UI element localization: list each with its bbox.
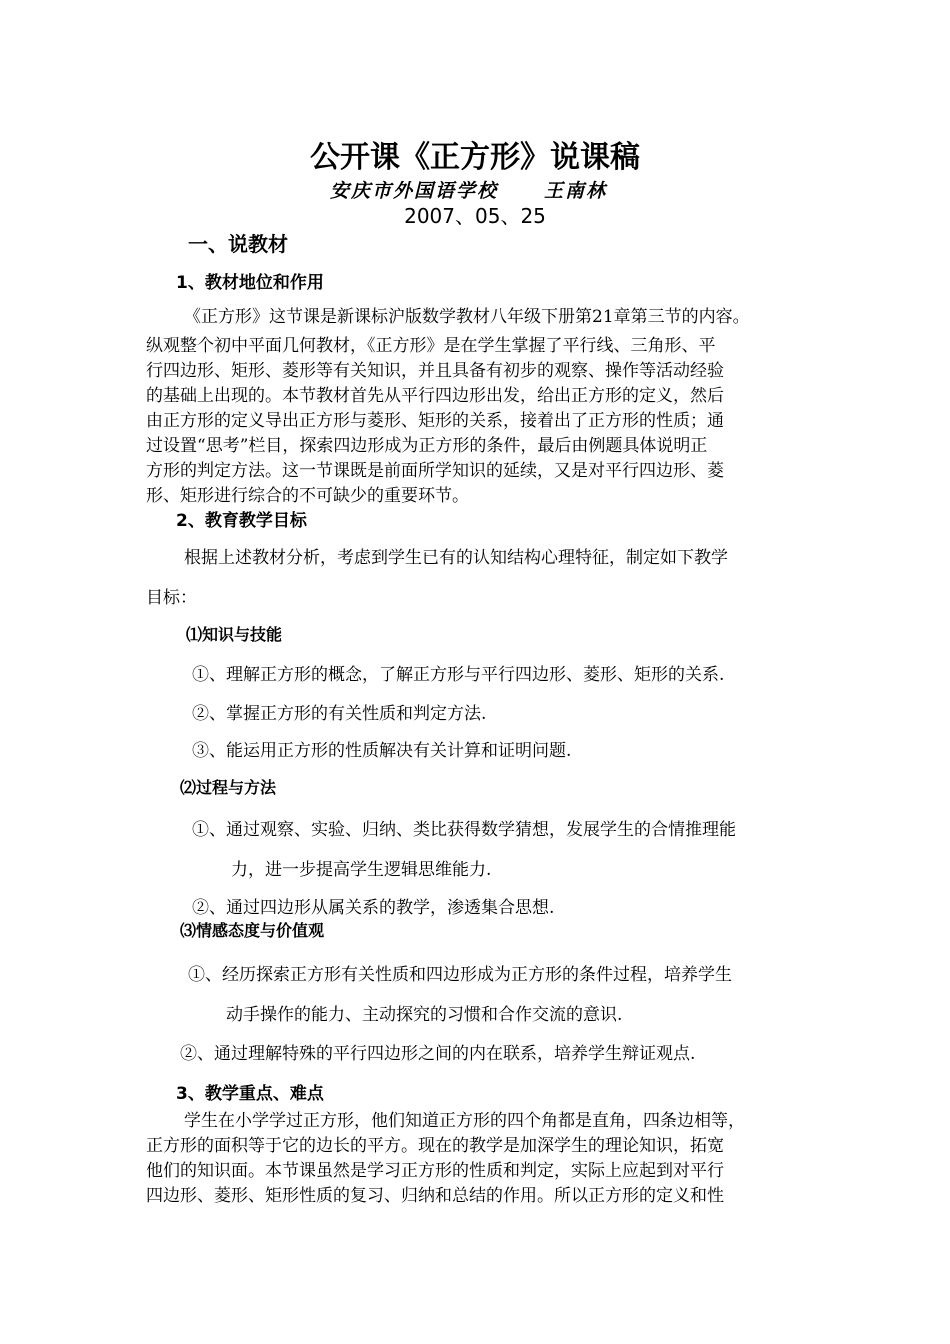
paragraph-line: 行四边形、矩形、菱形等有关知识，并且具备有初步的观察、操作等活动经验 bbox=[146, 361, 724, 381]
goal-item: ①、通过观察、实验、归纳、类比获得数学猜想，发展学生的合情推理能 bbox=[192, 820, 736, 840]
goal-heading-knowledge: ⑴知识与技能 bbox=[186, 625, 283, 644]
paragraph-line: 纵观整个初中平面几何教材，《正方形》是在学生掌握了平行线、三角形、平 bbox=[146, 336, 716, 356]
paragraph-line: 的基础上出现的。本节教材首先从平行四边形出发，给出正方形的定义，然后 bbox=[146, 386, 724, 406]
page-title: 公开课《正方形》说课稿 bbox=[310, 140, 640, 175]
goal-item-continuation: 动手操作的能力、主动探究的习惯和合作交流的意识. bbox=[226, 1005, 623, 1025]
date: 2007、05、25 bbox=[404, 204, 546, 228]
goal-item: ②、通过四边形从属关系的教学，渗透集合思想. bbox=[192, 898, 555, 918]
paragraph-line: 正方形的面积等于它的边长的平方。现在的教学是加深学生的理论知识，拓宽 bbox=[146, 1136, 724, 1156]
goal-item: ②、掌握正方形的有关性质和判定方法. bbox=[192, 704, 487, 724]
goal-item: ①、经历探索正方形有关性质和四边形成为正方形的条件过程，培养学生 bbox=[188, 965, 732, 985]
author-line bbox=[330, 176, 607, 203]
goal-item: ③、能运用正方形的性质解决有关计算和证明问题. bbox=[192, 741, 572, 761]
author-name: 王南林 bbox=[544, 180, 608, 202]
paragraph-line: 由正方形的定义导出正方形与菱形、矩形的关系，接着出了正方形的性质；通 bbox=[146, 411, 724, 431]
goal-heading-process: ⑵过程与方法 bbox=[180, 778, 277, 797]
goal-heading-emotion: ⑶情感态度与价值观 bbox=[180, 921, 325, 940]
subheading-key-points: 3、教学重点、难点 bbox=[176, 1084, 324, 1104]
paragraph-line: 《正方形》这节课是新课标沪版数学教材八年级下册第21章第三节的内容。 bbox=[184, 307, 750, 327]
subheading-material-position: 1、教材地位和作用 bbox=[176, 273, 324, 293]
paragraph-line: 目标： bbox=[146, 588, 197, 608]
author-school: 安庆市外国语学校 bbox=[330, 180, 499, 202]
section-heading-teaching-material: 一、说教材 bbox=[188, 232, 288, 256]
paragraph-line: 学生在小学学过正方形，他们知道正方形的四个角都是直角，四条边相等， bbox=[184, 1111, 745, 1131]
goal-item-continuation: 力，进一步提高学生逻辑思维能力. bbox=[231, 860, 492, 880]
paragraph-line: 方形的判定方法。这一节课既是前面所学知识的延续，又是对平行四边形、菱 bbox=[146, 461, 724, 481]
paragraph-line: 过设置“思考”栏目，探索四边形成为正方形的条件，最后由例题具体说明正 bbox=[146, 436, 708, 456]
goal-item: ①、理解正方形的概念，了解正方形与平行四边形、菱形、矩形的关系. bbox=[192, 665, 725, 685]
goal-item: ②、通过理解特殊的平行四边形之间的内在联系，培养学生辩证观点. bbox=[180, 1044, 696, 1064]
subheading-teaching-goals: 2、教育教学目标 bbox=[176, 511, 307, 531]
paragraph-line: 他们的知识面。本节课虽然是学习正方形的性质和判定，实际上应起到对平行 bbox=[146, 1161, 724, 1181]
paragraph-line: 根据上述教材分析，考虑到学生已有的认知结构心理特征，制定如下教学 bbox=[184, 548, 728, 568]
paragraph-line: 形、矩形进行综合的不可缺少的重要环节。 bbox=[146, 486, 469, 506]
paragraph-line: 四边形、菱形、矩形性质的复习、归纳和总结的作用。所以正方形的定义和性 bbox=[146, 1186, 724, 1206]
